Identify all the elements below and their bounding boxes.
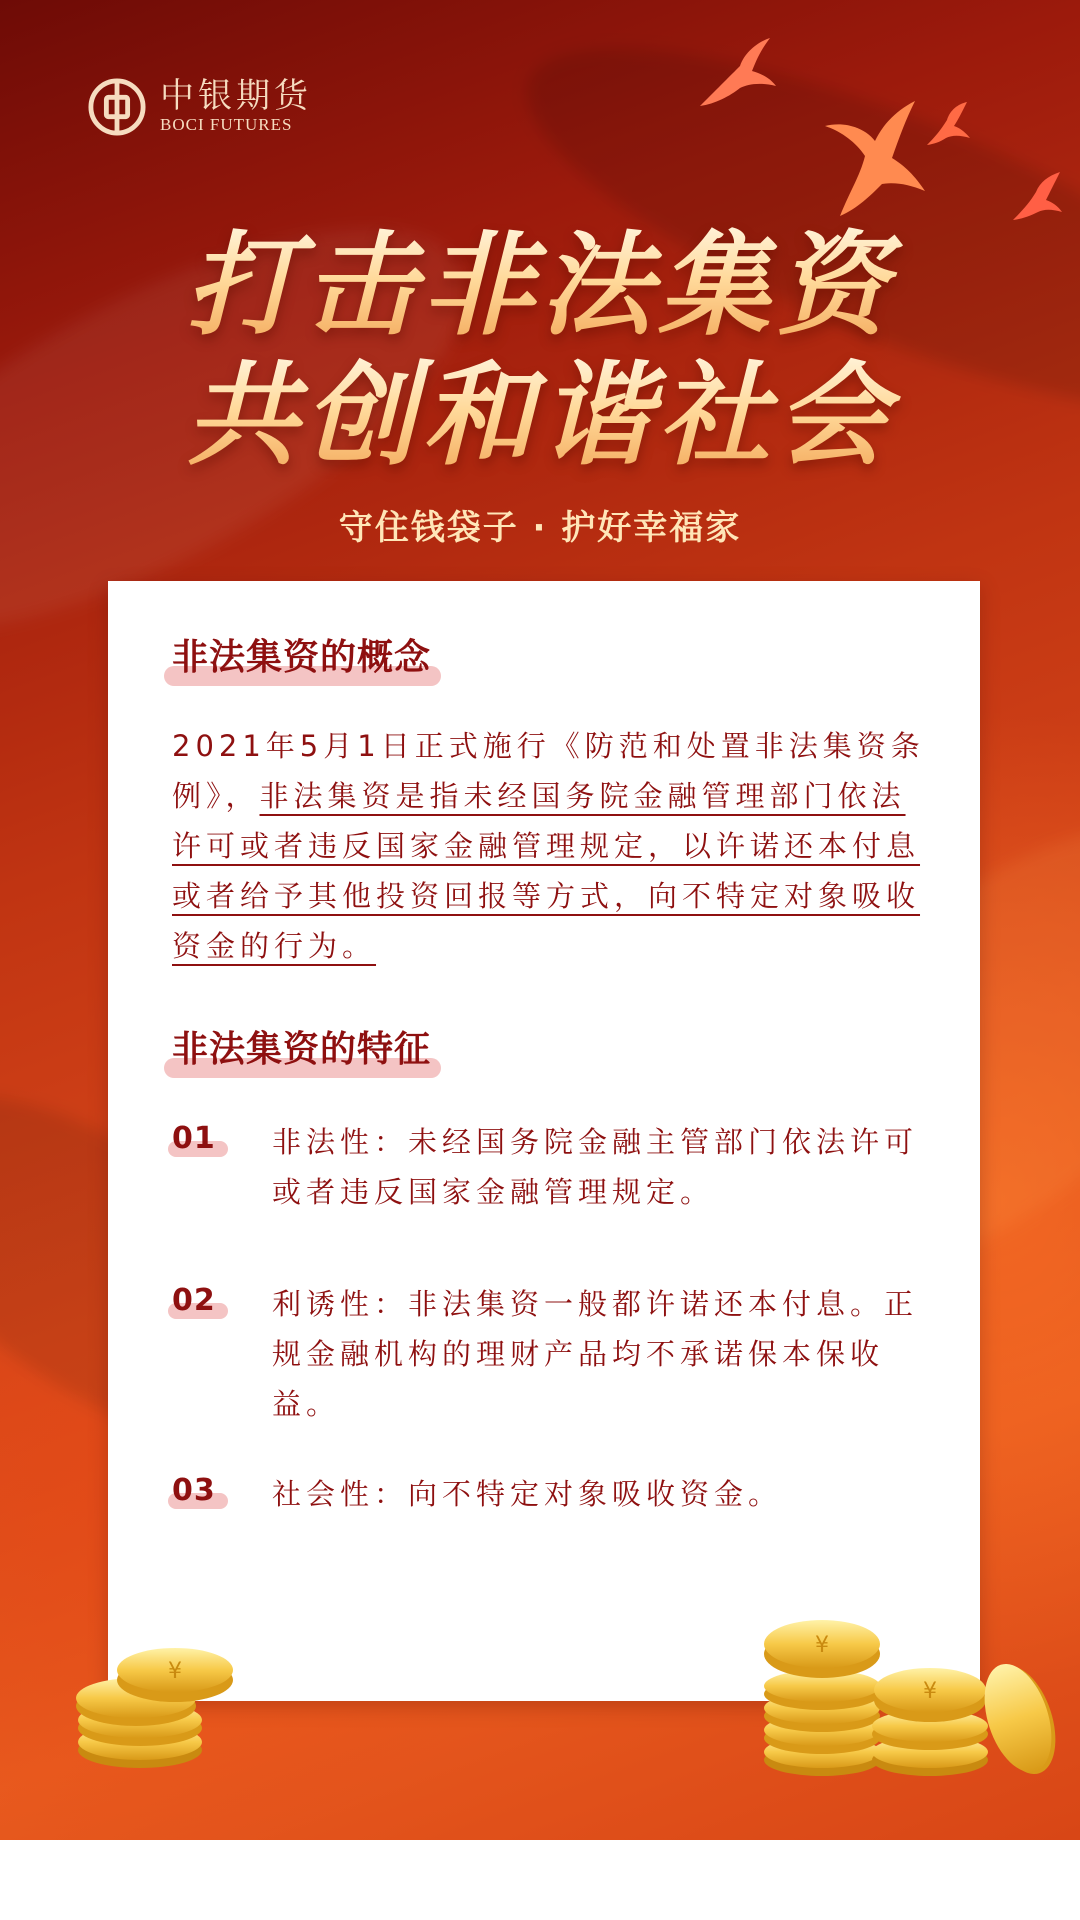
section-title-features: 非法集资的特征 — [172, 1021, 431, 1072]
concept-definition: 非法集资是指未经国务院金融管理部门依法许可或者违反国家金融管理规定，以许诺还本付息或者给予其他投资回报等方式，向不特定对象吸收资金的行为。 — [172, 779, 921, 963]
concept-paragraph — [172, 721, 932, 971]
bird-icon — [820, 96, 930, 226]
feature-text: 非法性：未经国务院金融主管部门依法许可或者违反国家金融管理规定。 — [272, 1125, 919, 1209]
svg-text:¥: ¥ — [168, 1659, 182, 1684]
content-card — [108, 581, 980, 1701]
brand-name-en: BOCI FUTURES — [160, 115, 293, 134]
feature-number: 02 — [172, 1283, 236, 1318]
gold-coin-icon — [70, 1620, 250, 1770]
bird-icon — [922, 100, 972, 150]
svg-text:¥: ¥ — [815, 1633, 829, 1658]
feature-text: 社会性：向不特定对象吸收资金。 — [272, 1477, 783, 1511]
gold-coin-icon — [760, 1610, 1060, 1780]
section-title-concept: 非法集资的概念 — [172, 629, 431, 680]
svg-text:¥: ¥ — [923, 1679, 937, 1704]
boci-logo-icon — [88, 78, 146, 136]
concept-intro: 2021年5月1日正式施行《防范和处置非法集资条例》， — [172, 729, 925, 813]
slogan: 守住钱袋子 · 护好幸福家 — [338, 508, 742, 548]
feature-text: 利诱性：非法集资一般都许诺还本付息。正规金融机构的理财产品均不承诺保本保收益。 — [272, 1287, 919, 1421]
headline-line2: 共创和谐社会 — [0, 352, 1080, 480]
feature-number: 01 — [172, 1121, 236, 1156]
brand-logo — [88, 78, 312, 136]
feature-number: 03 — [172, 1473, 236, 1508]
headline-line1: 打击非法集资 — [0, 222, 1080, 350]
brand-name-cn: 中银期货 — [160, 76, 312, 116]
bird-icon — [1008, 170, 1064, 226]
bird-icon — [690, 36, 780, 116]
